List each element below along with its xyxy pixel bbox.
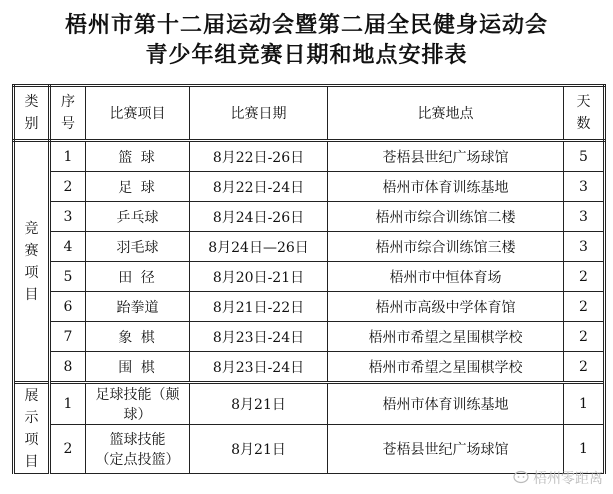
table-row bbox=[14, 262, 605, 292]
row-days: 3 bbox=[564, 172, 605, 202]
row-days: 1 bbox=[564, 383, 605, 425]
row-date: 8月22日-26日 bbox=[190, 141, 328, 172]
table-header-row bbox=[14, 86, 605, 141]
table-row bbox=[14, 383, 605, 425]
row-venue: 苍梧县世纪广场球馆 bbox=[328, 425, 564, 474]
header-event: 比赛项目 bbox=[86, 86, 190, 141]
header-category: 类别 bbox=[14, 86, 50, 141]
row-event: 田 径 bbox=[86, 262, 190, 292]
row-event bbox=[86, 425, 190, 474]
header-venue: 比赛地点 bbox=[328, 86, 564, 141]
row-event: 篮 球 bbox=[86, 141, 190, 172]
table-row bbox=[14, 202, 605, 232]
table-row bbox=[14, 352, 605, 383]
row-event: 乒乓球 bbox=[86, 202, 190, 232]
row-days: 2 bbox=[564, 292, 605, 322]
schedule-table bbox=[12, 84, 606, 474]
row-date: 8月21日 bbox=[190, 383, 328, 425]
category-demonstration: 展示项目 bbox=[14, 383, 50, 474]
row-venue: 梧州市体育训练基地 bbox=[328, 383, 564, 425]
row-date: 8月24日-26日 bbox=[190, 202, 328, 232]
header-seq: 序号 bbox=[50, 86, 86, 141]
table-row bbox=[14, 322, 605, 352]
row-event: 围 棋 bbox=[86, 352, 190, 383]
row-seq: 2 bbox=[50, 172, 86, 202]
row-date: 8月24日—26日 bbox=[190, 232, 328, 262]
category-competition: 竞赛项目 bbox=[14, 141, 50, 383]
row-days: 5 bbox=[564, 141, 605, 172]
table-row bbox=[14, 172, 605, 202]
row-seq: 1 bbox=[50, 383, 86, 425]
row-seq: 6 bbox=[50, 292, 86, 322]
row-seq: 7 bbox=[50, 322, 86, 352]
row-seq: 2 bbox=[50, 425, 86, 474]
row-event: 足 球 bbox=[86, 172, 190, 202]
header-date: 比赛日期 bbox=[190, 86, 328, 141]
row-date: 8月21日 bbox=[190, 425, 328, 474]
row-date: 8月22日-24日 bbox=[190, 172, 328, 202]
row-venue: 梧州市综合训练馆二楼 bbox=[328, 202, 564, 232]
row-days: 2 bbox=[564, 262, 605, 292]
row-days: 2 bbox=[564, 352, 605, 383]
row-seq: 8 bbox=[50, 352, 86, 383]
row-event-line2: （定点投篮） bbox=[95, 452, 180, 468]
row-venue: 梧州市希望之星围棋学校 bbox=[328, 322, 564, 352]
row-event: 羽毛球 bbox=[86, 232, 190, 262]
row-days: 3 bbox=[564, 232, 605, 262]
document-title-line1: 梧州市第十二届运动会暨第二届全民健身运动会 bbox=[64, 12, 548, 38]
row-venue: 梧州市希望之星围棋学校 bbox=[328, 352, 564, 383]
row-date: 8月23日-24日 bbox=[190, 352, 328, 383]
row-venue: 梧州市体育训练基地 bbox=[328, 172, 564, 202]
row-days: 2 bbox=[564, 322, 605, 352]
row-venue: 苍梧县世纪广场球馆 bbox=[328, 141, 564, 172]
row-venue: 梧州市中恒体育场 bbox=[328, 262, 564, 292]
watermark bbox=[513, 468, 603, 488]
row-date: 8月20日-21日 bbox=[190, 262, 328, 292]
table-row bbox=[14, 292, 605, 322]
row-event-line1: 篮球技能 bbox=[109, 432, 166, 448]
row-date: 8月21日-22日 bbox=[190, 292, 328, 322]
row-days: 3 bbox=[564, 202, 605, 232]
row-seq: 1 bbox=[50, 141, 86, 172]
row-seq: 4 bbox=[50, 232, 86, 262]
row-venue: 梧州市综合训练馆三楼 bbox=[328, 232, 564, 262]
document-title-line2: 青少年组竞赛日期和地点安排表 bbox=[145, 42, 468, 68]
row-date: 8月23日-24日 bbox=[190, 322, 328, 352]
row-venue: 梧州市高级中学体育馆 bbox=[328, 292, 564, 322]
row-event: 象 棋 bbox=[86, 322, 190, 352]
table-row bbox=[14, 425, 605, 474]
header-days: 天数 bbox=[564, 86, 605, 141]
row-event: 足球技能（颠球） bbox=[86, 383, 190, 425]
row-seq: 3 bbox=[50, 202, 86, 232]
table-row bbox=[14, 141, 605, 172]
row-days: 1 bbox=[564, 425, 605, 474]
chat-bubble-icon bbox=[513, 470, 529, 486]
table-row bbox=[14, 232, 605, 262]
watermark-text: 梧州零距离 bbox=[533, 471, 603, 487]
row-seq: 5 bbox=[50, 262, 86, 292]
row-event: 跆拳道 bbox=[86, 292, 190, 322]
